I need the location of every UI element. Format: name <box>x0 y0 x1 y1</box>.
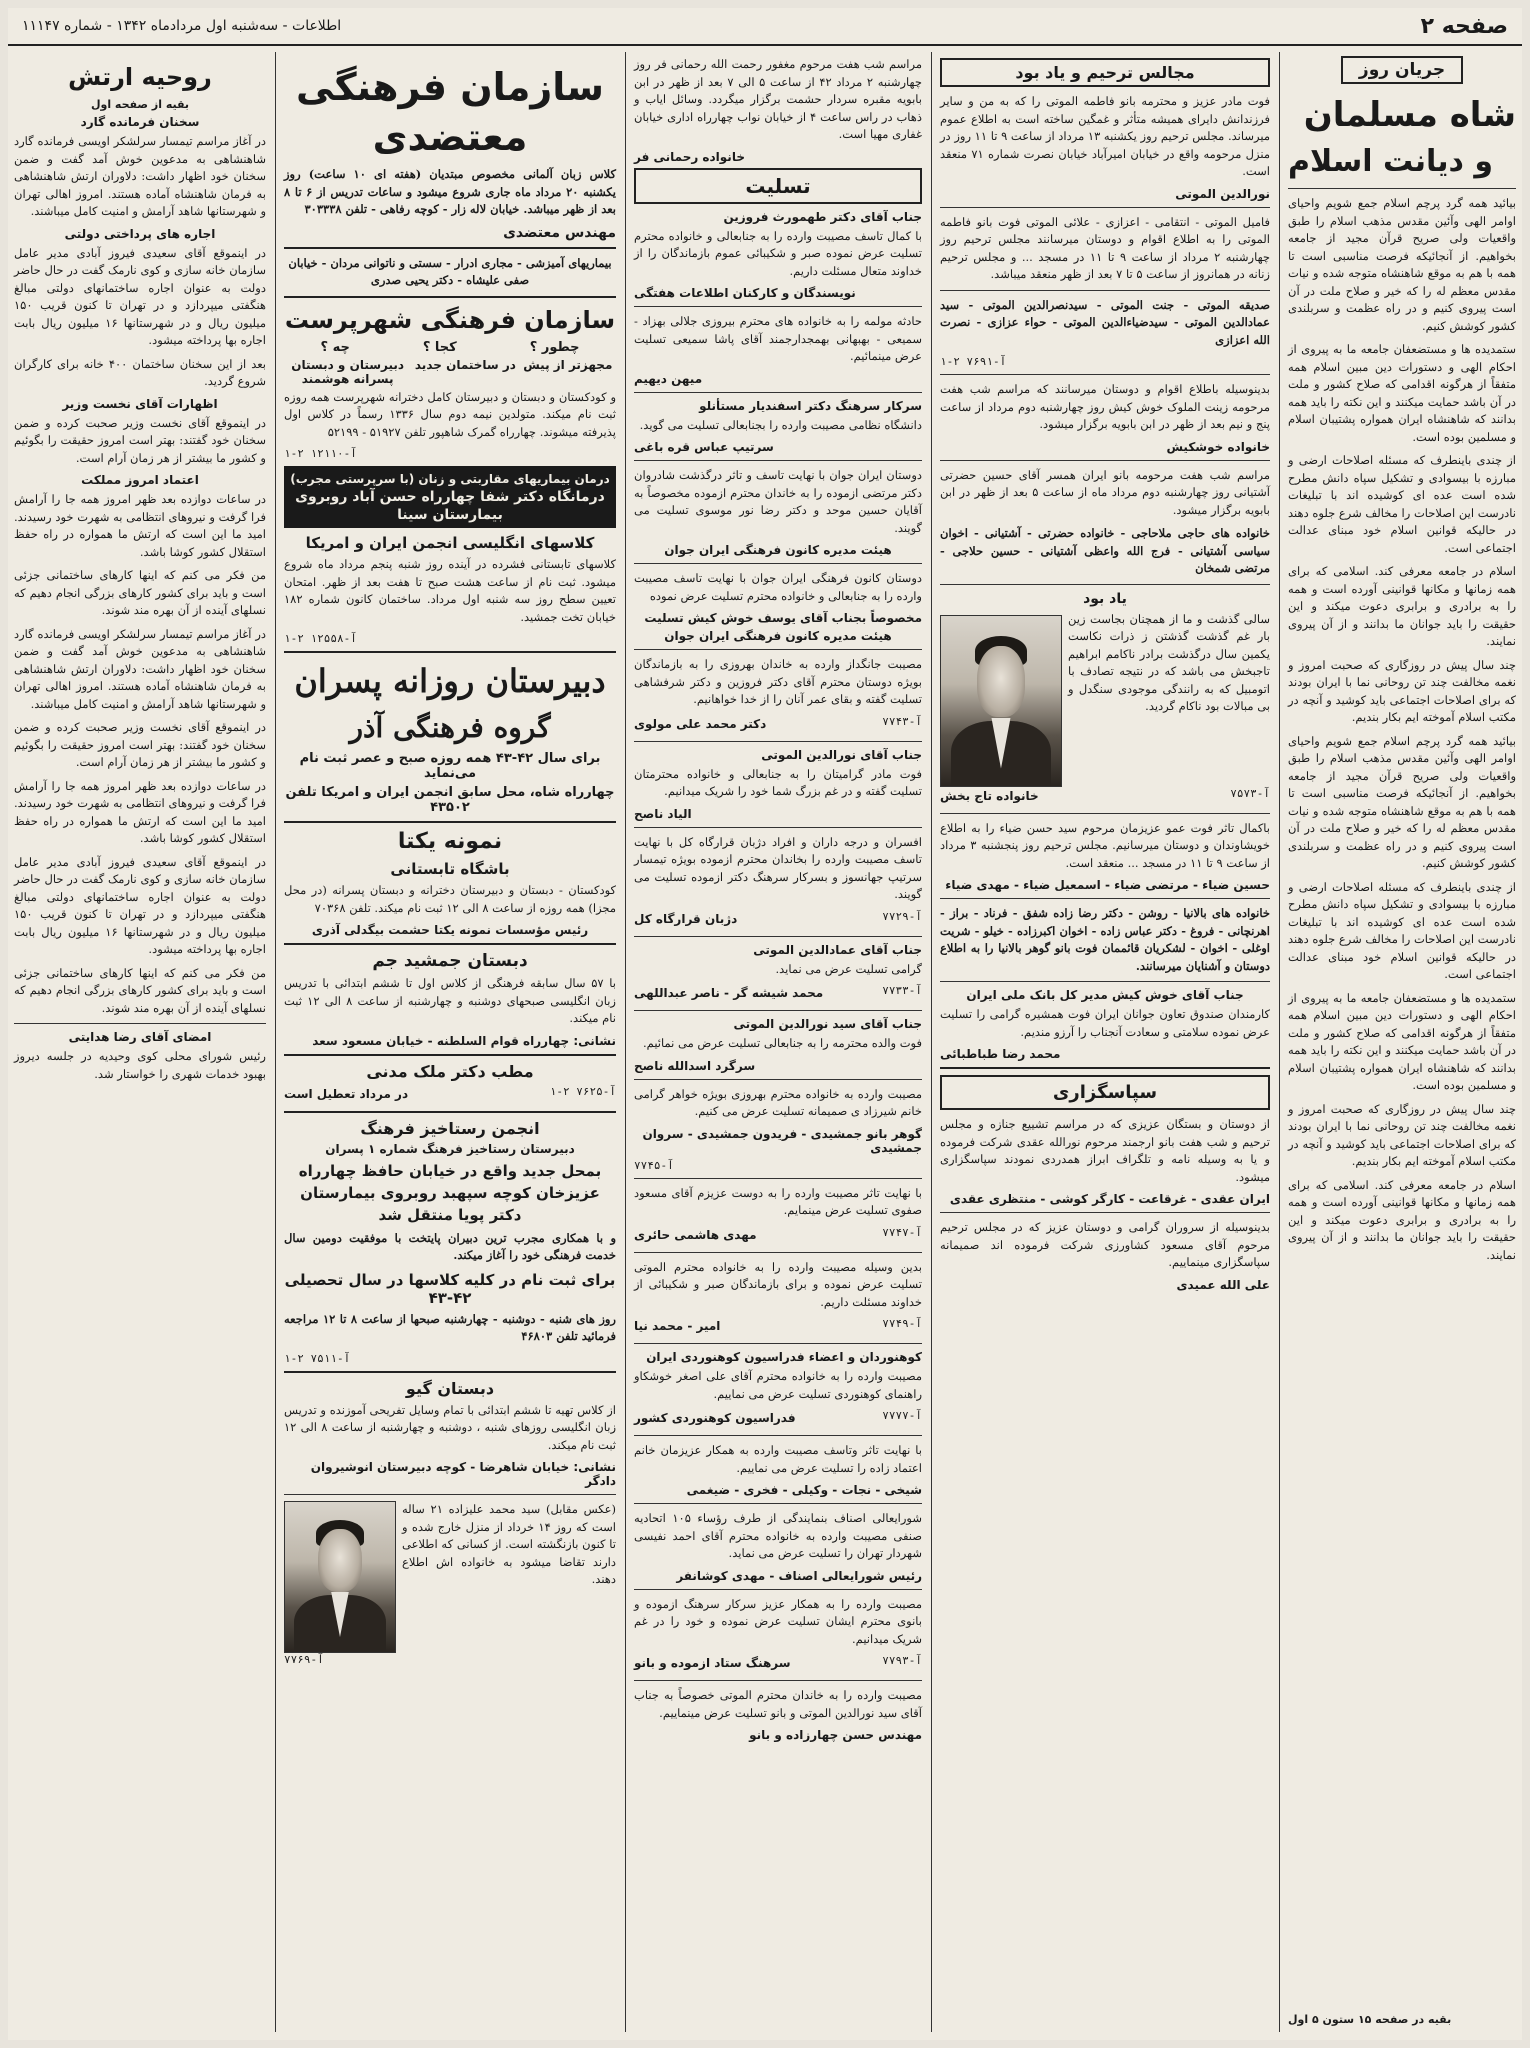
divider <box>284 296 616 298</box>
page-header <box>8 8 1522 46</box>
headline-1: شاه مسلمان <box>1303 95 1516 135</box>
notice-signature: فدراسیون کوهنوردی کشور <box>634 1411 796 1425</box>
article-paragraph: چند سال پیش در روزگاری که صحبت امروز و نغمه مخالفت چند تن روحانی نما با ایران بودند که برای اصلاحات اجتماعی باید کوشید و آنچه در مکتب اسلام آموخته ایم بکار بندیم. <box>1288 1101 1516 1168</box>
article-subheading: امضای آقای رضا هدایتی <box>68 1030 212 1044</box>
ad-subtitle-azar: گروه فرهنگی آذر <box>349 711 551 744</box>
notice-text: کارمندان صندوق تعاون جوانان ایران فوت همشیره گرامی را تسلیت عرض نموده سلامتی و سعادت آنجناب را آرزو مندیم. <box>940 1007 1270 1039</box>
ad-text: و کودکستان و دبستان و دبیرستان کامل دخترانه شهرپرست همه روزه ثبت نام میکند. متولدین نیمه دوم سال ۱۳۳۶ رسماً در کلاس اول پذیرفته میشوند. چهارراه گمرک شاهپور تلفن ۵۱۹۲۷ - ۵۲۱۹۹ <box>284 389 616 439</box>
notice-text: بدینوسیله از سروران گرامی و دوستان عزیز که در مجلس ترحیم مرحوم آقای مسعود کشاورزی شرکت فرموده اند صمیمانه سپاسگزاری مینماییم. <box>940 1220 1270 1269</box>
headline-2: و دیانت اسلام <box>1288 144 1494 179</box>
divider <box>634 1435 922 1436</box>
ad-banner-shafa <box>284 466 616 528</box>
section-heading-condolences: تسلیت <box>634 168 922 204</box>
ad-text: کودکستان - دبستان و دبیرستان دخترانه و دبستان پسرانه (در محل مجزا) همه روزه از ساعت ۸ الی ۱۲ ثبت نام میکند. تلفن ۷۰۳۶۸ <box>284 883 616 915</box>
ad-text: برای ثبت نام در کلیه کلاسها در سال تحصیلی ۴۲-۴۳ <box>284 1270 616 1307</box>
ad-text: روز های شنبه - دوشنبه - چهارشنبه صبحها از ساعت ۸ تا ۱۲ مراجعه فرمائید تلفن ۴۶۸۰۳ <box>284 1311 616 1343</box>
column-obituaries-1 <box>934 52 1276 2032</box>
ad-code: آ-۷۵۷۳ <box>1230 786 1270 800</box>
divider <box>940 1067 1270 1069</box>
divider <box>284 247 616 249</box>
notice-signature: نورالدین الموتی <box>1175 186 1270 201</box>
column-rule <box>931 52 932 2032</box>
notice-text: با نهایت تاثر وتاسف مصیبت وارده به همکار عزیزمان خانم اعتماد زاده را تسلیت عرض می نماییم. <box>634 1443 922 1475</box>
notice-signature: محمد شیشه گر - ناصر عبداللهی <box>634 986 824 1000</box>
article-paragraph: از چندی باینطرف که مسئله اصلاحات ارضی و مبارزه با بیسوادی و تشکیل سپاه دانش مطرح شده است عده ای کوشیده اند با تبلیغات نادرست این اصلاحات را مخالف شرع جلوه دهند در حالیکه قوانین اسلام خود مبنای عدالت اجتماعی است. <box>1288 453 1516 555</box>
divider <box>940 981 1270 982</box>
ad-title-jamshid: دبستان جمشید جم <box>372 951 528 971</box>
ad-code: آ-۷۷۷۷ <box>882 1409 922 1422</box>
article-paragraph: اسلام در جامعه معرفی کند. اسلامی که برای همه زمانها و مکانها قوانینی آورده است و همه را به برادری و برابری دعوت میکند و این حقیقت را باید جوانان ما بدانند و از آن پیروی نمایند. <box>1288 1177 1516 1262</box>
divider <box>634 741 922 742</box>
ad-answer: مجهزتر از پیش <box>523 357 613 372</box>
notice-text: مراسم شب هفت مرحومه بانو ایران همسر آقای حسین حضرتی آشتیانی روز چهارشنبه دوم مرداد ماه از ساعت ۵ بعد از ظهر در ابن بابویه برگزار میشود. <box>940 467 1270 517</box>
article-headline: روحیه ارتش <box>68 63 212 91</box>
article-paragraph: در اینموقع آقای سعیدی فیروز آبادی مدیر عامل سازمان خانه سازی و کوی نارمک گفت در حال حاضر دولت به عنوان اجاره ساختمانهای دولتی مبالغ هنگفتی میپردازد و در تهران تا کنون قریب ۱۵۰ میلیون ریال و در شهرستانها ۱۶ میلیون ریال بابت اجاره بها پرداخته میشود. <box>14 854 266 956</box>
divider <box>1288 188 1516 189</box>
article-paragraph: در اینموقع آقای سعیدی فیروز آبادی مدیر عامل سازمان خانه سازی و کوی نارمک گفت در حال حاضر دولت به عنوان اجاره ساختمانهای دولتی مبالغ هنگفتی میپردازد و در تهران تا کنون قریب ۱۵۰ میلیون ریال و در شهرستانها ۱۶ میلیون ریال بابت اجاره بها پرداخته میشود. <box>14 245 266 347</box>
notice-signature: سرتیپ عباس قره باغی <box>634 440 774 454</box>
ad-text: دبیرستان رستاخیز فرهنگ شماره ۱ پسران <box>325 1141 575 1156</box>
notice-text: دوستان کانون فرهنگی ایران جوان با نهایت تاسف مصیبت وارده را به جنابعالی و خانواده محترم تسلیت عرض نموده <box>634 571 922 603</box>
notice-text: خانواده های بالانیا - روشن - دکتر رضا زاده شفق - فرناد - براز - اهرنچانی - فروغ - دکتر عباس زاده - اخوان اکبرزاده - خیلو - شریت اوغلی - اخوان - لشکریان قائممان فوت بانو گوهر بالانیا را به اطلاع دوستان و آشنایان میرسانند. <box>940 906 1270 973</box>
notice-text: مصیبت وارده را به خاندان محترم الموتی خصوصاً به جناب آقای سید نورالدین الموتی و بانو تسلیت عرض مینماییم. <box>634 1688 922 1720</box>
article-paragraph: در آغاز مراسم تیمسار سرلشکر اویسی فرمانده گارد شاهنشاهی به مدعوین خوش آمد گفت و ضمن سخنان خود اظهار داشت: دلاوران ارتش شاهنشاهی به فرمان شاهنشاه آماده هستند. امروز اهالی تهران و شهرستانها شاهد آرامش و امنیت کامل میباشند. <box>14 134 266 218</box>
divider <box>284 1111 616 1113</box>
notice-signature: دکتر محمد علی مولوی <box>634 716 767 731</box>
article-paragraph: بیائید همه گرد پرچم اسلام جمع شویم واحیای اوامر الهی وآئین مقدس مذهب اسلام را طبق واقعیات ولی صریح قرآن مجید از جامعه بخواهیم. از آنجائیکه فرصت مناسبی است تا همه با هم به موقع شاهنشاه متوجه شده و نیات مقدس معظم له را که خیر و صلاح ملت در آن است پیروی کنیم و در راه عظمت و سربلندی کشور کوشش کنیم. <box>1288 733 1516 870</box>
ad-title-azar: دبیرستان روزانه پسران <box>294 662 606 700</box>
ad-title-giv: دبستان گیو <box>405 1378 495 1398</box>
notice-signature: دژبان قرارگاه کل <box>634 911 738 926</box>
ad-signature: رئیس مؤسسات نمونه یکتا حشمت بیگدلی آذری <box>311 923 589 937</box>
ad-text: بمحل جدید واقع در خیابان حافظ چهارراه عزیزخان کوچه سپهبد روبروی بیمارستان دکتر پویا منتقل شد <box>298 1161 602 1224</box>
divider <box>634 936 922 937</box>
ad-title-motazedi: سازمان فرهنگی معتضدی <box>296 65 604 159</box>
notice-signature: خانواده خوشکیش <box>1166 439 1270 454</box>
notice-signature: ایران عقدی - غرقاعت - کارگر کوشی - منتظری عقدی <box>949 1192 1270 1206</box>
article-continued: بقیه از صفحه اول <box>90 98 190 111</box>
ad-title-english: کلاسهای انگلیسی انجمن ایران و امریکا <box>305 534 595 552</box>
ad-text: در مرداد تعطیل است <box>284 1086 409 1101</box>
notice-signature: میهن دیهیم <box>634 371 703 386</box>
notice-signature: مهدی هاشمی حائری <box>634 1227 757 1242</box>
notice-signature: سرهنگ ستاد ازموده و بانو <box>634 1656 791 1670</box>
notice-text: با نهایت تاثر مصیبت وارده را به دوست عزیزم آقای مسعود صفوی تسلیت عرض مینمایم. <box>634 1185 922 1217</box>
divider <box>940 584 1270 585</box>
article-subheading: اجاره های پرداختی دولتی <box>64 226 216 241</box>
notice-title: جناب آقای نورالدین الموتی <box>761 747 922 762</box>
ad-text: بیماریهای آمیزشی - مجاری ادرار - سستی و ناتوانی مردان - خیابان صفی علیشاه - دکتر یحیی صدری <box>288 255 612 287</box>
notice-title: جناب آقای سید نورالدین الموتی <box>733 1017 922 1031</box>
notice-title: مخصوصاً بجناب آقای یوسف خوش کیش تسلیت <box>644 611 922 625</box>
notice-text: افسران و درجه داران و افراد دژبان قرارگاه کل با نهایت تاسف مصیبت وارده را بخاندان محترم ازموده بویژه تیمسار سرتیپ جهانسوز و بسرکار سرهنگ دکتر ازموده تسلیت می گویند. <box>634 834 922 901</box>
notice-signature: خانواده رحمانی فر <box>634 149 745 164</box>
article-paragraph: اسلام در جامعه معرفی کند. اسلامی که برای همه زمانها و مکانها قوانینی آورده است و همه را به برادری و برابری دعوت میکند و این حقیقت را باید جوانان ما بدانند و از آن پیروی نمایند. <box>1288 564 1516 648</box>
divider <box>634 1503 922 1504</box>
article-paragraph: در اینموقع آقای نخست وزیر صحبت کرده و ضمن سخنان خود گفتند: بهتر است امروز حقیقت را بگوئیم و کشور ما بیشتر از هر زمان آرام است. <box>14 415 266 465</box>
article-paragraph: بیائید همه گرد پرچم اسلام جمع شویم واحیای اوامر الهی وآئین مقدس مذهب اسلام را طبق واقعیات ولی صریح قرآن مجید از جامعه بخواهیم. از آنجائیکه فرصت مناسبی است تا همه با هم به موقع شاهنشاه متوجه شده و نیات مقدس معظم له را که خیر و صلاح ملت در آن است پیروی کنیم و در راه عظمت و سربلندی کشور کوشش کنیم. <box>1288 196 1516 333</box>
section-heading-majles: مجالس ترحیم و یاد بود <box>940 58 1270 87</box>
notice-text: مصیبت وارده به خانواده محترم بهروزی بویژه خواهر گرامی خانم شیرزاد ی صمیمانه تسلیت عرض می کنیم. <box>634 1086 922 1118</box>
article-paragraph: در ساعات دوازده بعد ظهر امروز همه جا را آرامش فرا گرفت و نیروهای انتظامی به شهرت خود رسیدند. امید ما این است که ارتش ما همواره در راه حفظ استقلال کشور کوشا باشد. <box>14 492 266 559</box>
divider <box>940 898 1270 899</box>
divider <box>634 1589 922 1590</box>
ad-title-rastakhiz: انجمن رستاخیز فرهنگ <box>360 1118 540 1138</box>
notice-signature: سرگرد اسدالله ناصح <box>634 1058 756 1073</box>
ad-code: آ-۷۷۴۷ <box>882 1225 922 1239</box>
divider <box>284 1054 616 1056</box>
ad-title-yekta: نمونه یکتا <box>397 829 503 854</box>
column-rule <box>275 52 276 2032</box>
missing-person-photo <box>284 1501 396 1653</box>
divider <box>284 1371 616 1373</box>
ad-code: آ-۷۷۶۹ <box>284 1653 324 1666</box>
notice-signature: نویسندگان و کارکنان اطلاعات هفتگی <box>634 286 856 300</box>
divider <box>940 290 1270 291</box>
notice-text: از دوستان و بستگان عزیزی که در مراسم تشییع جنازه و مجلس ترحیم و شب هفت بانو ارجمند مرحوم نورالله عقدی شرکت فرموده و یا به وسیله نامه و تلگراف ابراز همدردی نمودند سپاسگزاری میشود. <box>940 1117 1270 1184</box>
ad-subtitle-yekta: باشگاه تابستانی <box>390 860 510 878</box>
notice-text: مصیبت جانگداز وارده به خاندان بهروزی را به بازماندگان بویژه دوستان محترم آقای دکتر فروزین و دکتر شرفشاهی تسلیت گفته و بقای عمر آنان را از خدا خواهانیم. <box>634 657 922 706</box>
notice-signature: علی الله عمیدی <box>1176 1277 1270 1292</box>
article-subheading: اظهارات آقای نخست وزیر <box>62 396 218 411</box>
notice-text: دوستان ایران جوان با نهایت تاسف و تاثر درگذشت شادروان دکتر مرتضی ازموده را به خاندان محترم ازموده مخصوصاً به آقایان حسین موحد و دکتر رضا نور موسوی تسلیت می گویند. <box>634 468 922 535</box>
divider <box>634 827 922 828</box>
memorial-heading: یاد بود <box>1083 590 1127 607</box>
notice-signature: امیر - محمد نیا <box>634 1319 721 1333</box>
notice-signature: محمد رضا طباطبائی <box>940 1047 1061 1061</box>
notice-title: سرکار سرهنگ دکتر اسفندیار مستأنلو <box>699 398 922 413</box>
notice-signature: خانواده تاج بخش <box>940 788 1039 803</box>
notice-signature: هیئت مدیره کانون فرهنگی ایران جوان <box>664 543 892 557</box>
ad-code: آ-۷۷۹۳ <box>882 1654 922 1667</box>
page-number: صفحه ۲ <box>1420 13 1508 39</box>
notice-signature: مهندس حسن چهارزاده و بانو <box>749 1728 922 1742</box>
ad-answer: دبیرستان و دبستان پسرانه هوشمند <box>291 357 405 386</box>
column-rule <box>1279 52 1280 2032</box>
article-subheading: اعتماد امروز مملکت <box>81 473 199 487</box>
notice-signature: حسین ضیاء - مرتضی ضیاء - اسمعیل ضیاء - مهدی ضیاء <box>945 878 1270 892</box>
ad-code: آ-۷۷۴۳ <box>882 714 922 728</box>
notice-text: باکمال تاثر فوت عمو عزیزمان مرحوم سید حسن ضیاء را به اطلاع خویشاوندان و دوستان میرسانیم. مجلس ترحیم روز پنجشنبه ۳ مرداد از ساعت ۹ تا ۱۱ در مسجد ... منعقد است. <box>940 820 1270 870</box>
memorial-photo <box>940 615 1062 787</box>
divider <box>284 651 616 653</box>
ad-code: آ-۷۷۳۳ <box>882 984 922 997</box>
divider <box>634 306 922 307</box>
ad-code: آ-۷۷۴۵ <box>634 1158 674 1172</box>
divider <box>284 821 616 823</box>
notice-title: جناب آقای عمادالدین الموتی <box>753 942 922 957</box>
divider <box>634 1010 922 1011</box>
ad-title-shahrparast: سازمان فرهنگی شهرپرست <box>284 305 616 334</box>
divider <box>14 1023 266 1024</box>
article-paragraph: من فکر می کنم که اینها کارهای ساختمانی جزئی است و باید برای کشور کارهای بزرگی انجام دهیم که نسلهای آینده از آن بهره مند شوند. <box>14 568 266 617</box>
ad-address: نشانی: خیابان شاهرضا - کوچه دبیرستان انوشیروان دادگر <box>310 1460 616 1488</box>
photo-caption: (عکس مقابل) سید محمد علیزاده ۲۱ ساله است که روز ۱۴ خرداد از منزل خارج شده و تا کنون بازنگشته است. از کسانی که اطلاعی دارند تقاضا میشود به خانواده اش اطلاع دهند. <box>402 1502 617 1586</box>
divider <box>940 813 1270 814</box>
ad-question: کجا ؟ <box>422 339 457 355</box>
ad-title-malek: مطب دکتر ملک مدنی <box>366 1061 534 1081</box>
article-paragraph: ستمدیده ها و مستضعفان جامعه ما به پیروی از احکام الهی و دستورات دین مبین اسلام همه متفقاً از هرگونه اقدامی که صلاح کشور و ملت در آن باشد حمایت میکنند و این نکته را باید همه بدانند که شاهنشاه ایران همواره پشتیبان اسلام و مسلمین بوده است. <box>1288 342 1516 444</box>
section-label: جریان روز <box>1341 56 1463 84</box>
divider <box>284 1494 616 1495</box>
article-paragraph: در آغاز مراسم تیمسار سرلشکر اویسی فرمانده گارد شاهنشاهی به مدعوین خوش آمد گفت و ضمن سخنان خود اظهار داشت: دلاوران ارتش شاهنشاهی به فرمان شاهنشاه آماده هستند. امروز اهالی تهران و شهرستانها شاهد آرامش و امنیت کامل میباشند. <box>14 626 266 711</box>
notice-text: شورایعالی اصناف بنمایندگی از طرف رؤساء ۱۰۵ اتحادیه صنفی مصیبت وارده به خانواده محترم آقای احمد نفیسی شهردار تهران را تسلیت عرض می نماید. <box>634 1511 922 1560</box>
banner-line: درمان بیماریهای مقاربتی و زنان (با سرپرستی مجرب) <box>290 472 610 486</box>
ad-code: آ-۷۶۲۵ ۲-۱ <box>549 1084 616 1098</box>
ad-text: از کلاس تهیه تا ششم ابتدائی با تمام وسایل تفریحی آموزنده و تدریس زبان انگلیسی روزهای شنبه ، دوشنبه و چهارشنبه از ساعت ۸ الی ۱۲ ثبت نام میکند. <box>284 1402 616 1452</box>
notice-text: مصیبت وارده را به خانواده محترم آقای علی اصغر خوشکاو راهنمای کوهنوردی تسلیت عرض می نماییم. <box>634 1369 922 1401</box>
notice-text: گرامی تسلیت عرض می نماید. <box>775 961 922 976</box>
divider <box>634 1079 922 1080</box>
notice-text: خانواده های حاجی ملاحاجی - خانواده حضرتی - آشتیانی - اخوان سیاسی آشتیانی - فرج الله واعظی آشتیانی - حسین حلاجی - مرتضی شمخان <box>940 526 1270 575</box>
divider <box>634 563 922 564</box>
column-editorial <box>1282 52 1522 2032</box>
article-paragraph: از چندی باینطرف که مسئله اصلاحات ارضی و مبارزه با بیسوادی و تشکیل سپاه دانش مطرح شده است عده ای کوشیده اند با تبلیغات نادرست این اصلاحات را مخالف شرع جلوه دهند در حالیکه قوانین اسلام خود مبنای عدالت اجتماعی است. <box>1288 879 1516 981</box>
ad-code: آ-۱۲۱۱۰ ۲-۱ <box>284 447 357 460</box>
divider <box>634 1178 922 1179</box>
divider <box>634 460 922 461</box>
article-paragraph: در ساعات دوازده بعد ظهر امروز همه جا را آرامش فرا گرفت و نیروهای انتظامی به شهرت خود رسیدند. امید ما این است که ارتش ما همواره در راه حفظ استقلال کشور کوشا باشد. <box>14 778 266 845</box>
notice-signature: هیئت مدیره کانون فرهنگی ایران جوان <box>664 629 892 643</box>
notice-text: فوت مادر گرامیتان را به جنابعالی و خانواده محترمتان تسلیت گفته و در غم بزرگ شما خود را شریک میدانیم. <box>634 766 922 798</box>
section-heading-thanks: سپاسگزاری <box>940 1075 1270 1110</box>
ad-question: چه ؟ <box>320 339 350 355</box>
notice-title: جناب آقای خوش کیش مدیر کل بانک ملی ایران <box>966 988 1244 1002</box>
continued-note: بقیه در صفحه ۱۵ ستون ۵ اول <box>1288 2013 1452 2026</box>
divider <box>284 943 616 945</box>
ad-text: کلاس زبان آلمانی مخصوص مبتدیان (هفته ای ۱۰ ساعت) روز یکشنبه ۲۰ مرداد ماه جاری شروع میشود و ساعات تدریس از ۶ تا ۸ بعد از ظهر میباشد. خیابان لاله زار - کوچه رفاهی - تلفن ۳۰۳۳۳۸ <box>284 167 616 216</box>
ad-code: آ-۱۲۵۵۸ ۲-۱ <box>284 632 357 645</box>
ad-code: آ-۷۷۲۹ <box>882 909 922 923</box>
divider <box>634 1252 922 1253</box>
divider <box>940 1212 1270 1213</box>
notice-text: دانشگاه نظامی مصیبت وارده را بجنابعالی تسلیت می گوید. <box>639 417 922 432</box>
column-advertisements <box>278 52 622 2032</box>
notice-signature: گوهر بانو جمشیدی - فریدون جمشیدی - سروان جمشیدی <box>642 1126 922 1155</box>
notice-signature: الیاد ناصح <box>634 806 692 821</box>
ad-code: آ-۷۷۴۹ <box>882 1317 922 1330</box>
article-paragraph: من فکر می کنم که اینها کارهای ساختمانی جزئی است و باید برای کشور کارهای بزرگی انجام دهیم که نسلهای آینده از آن بهره مند شوند. <box>14 965 266 1015</box>
notice-text: فامیل الموتی - انتقامی - اعزازی - علائی الموتی فوت بانو فاطمه الموتی را به اطلاع اقوام و دوستان میرسانند مجلس ترحیم روز چهارشنبه ۲ مرداد از ساعت ۹ تا ۱۱ در مسجد ... و مجلس ترحیم زنانه در همانروز از ساعت ۵ تا ۷ بعد از ظهر منعقد میباشد. <box>940 214 1271 281</box>
notice-text: حادثه مولمه را به خانواده های محترم بیروزی جلالی بهزاد - سمیعی - بهبهانی بهمجدارجمند آقای پاشا سمیعی تسلیت عرض مینمائیم. <box>634 314 922 363</box>
ad-code: آ-۷۵۱۱ ۲-۱ <box>284 1351 351 1365</box>
divider <box>634 649 922 650</box>
divider <box>940 374 1270 375</box>
notice-text: مراسم شب هفت مرحوم مغفور رحمت الله رحمانی فر روز چهارشنبه ۲ مرداد ۴۲ از ساعت ۵ الی ۷ بعد از ظهر در ابن بابویه مقبره سردار حشمت برگزار میگردد. وسائل ایاب و ذهاب در راس ساعت ۴ از خیابان نواب چهارراه اداری خیابان غفاری مهیا است. <box>634 57 922 141</box>
divider <box>634 1343 922 1344</box>
ad-code: آ-۷۶۹۱ ۲-۱ <box>940 355 1007 368</box>
article-paragraph: چند سال پیش در روزگاری که صحبت امروز و نغمه مخالفت چند تن روحانی نما با ایران بودند که برای اصلاحات اجتماعی باید کوشید و آنچه در مکتب اسلام آموخته ایم بکار بندیم. <box>1288 657 1516 724</box>
notice-text: فوت والده محترمه را به جنابعالی تسلیت عرض می نمائیم. <box>643 1036 922 1050</box>
ad-address: نشانی: چهارراه قوام السلطنه - خیابان مسعود سعد <box>312 1033 616 1048</box>
notice-text: صدیقه الموتی - جنت الموتی - سیدنصرالدین الموتی - سید عمادالدین الموتی - سیدضیاءالدین الموتی - حواء عزازی - نصرت الله اعزازی <box>940 297 1270 347</box>
issue-info: اطلاعات - سه‌شنبه اول مرداد‌ماه ۱۳۴۲ - شماره ۱۱۱۴۷ <box>22 18 342 34</box>
divider <box>634 392 922 393</box>
divider <box>940 207 1270 208</box>
notice-text: سالی گذشت و ما از همچنان بجاست زین بار غم گذشت گذشتن ز ذرات نکاست یکمین سال درگذشت برادر ناکامم ابراهیم تاجبخش می باشد که در نتیجه تصادف با اتومبیل که به رانندگی موجودی سنگدل و بی مبالات بود ناکام گردید. <box>1068 611 1270 713</box>
notice-text: مصیبت وارده را به همکار عزیز سرکار سرهنگ ازموده و بانوی محترم ایشان تسلیت عرض نموده و خود را در غم شریک میدانیم. <box>634 1596 922 1646</box>
ad-text: چهارراه شاه، محل سابق انجمن ایران و امریکا تلفن ۴۳۵۰۲ <box>285 785 615 815</box>
divider <box>940 460 1270 461</box>
ad-answer: در ساختمان جدید <box>414 357 516 372</box>
notice-signature: رئیس شورایعالی اصناف - مهدی کوشانفر <box>676 1568 922 1583</box>
newspaper-page <box>8 8 1522 2040</box>
ad-text: برای سال ۴۲-۴۳ همه روزه صبح و عصر ثبت نام می‌نماید <box>299 751 601 781</box>
ad-text: و با همکاری مجرب ترین دبیران پایتخت با موفقیت دومین سال خدمت فرهنگی خود را آغاز میکند. <box>284 1230 616 1262</box>
notice-text: بدین وسیله مصیبت وارده را به خانواده محترم الموتی تسلیت عرض نموده و برای بازماندگان صبر و شکیبائی از خداوند مسئلت داریم. <box>634 1259 922 1309</box>
notice-signature: شیخی - نجات - وکیلی - فخری - ضیغمی <box>686 1483 922 1497</box>
ad-text: کلاسهای تابستانی فشرده در آینده روز شنبه پنجم مرداد ماه شروع میشود. ثبت نام از ساعت هشت صبح تا هفت بعد از ظهر. امتحان تعیین سطح روز سه شنبه اول مرداد. ساختمان کانون شماره ۱۸۲ خیابان تخت جمشید. <box>284 557 616 624</box>
article-paragraph: بعد از این سخنان ساختمان ۴۰۰ خانه برای کارگران شروع گردید. <box>14 356 266 388</box>
article-paragraph: رئیس شورای محلی کوی وحیدیه در جلسه دیروز بهبود خدمات شهری را خواستار شد. <box>14 1049 266 1081</box>
article-subheading: سخنان فرمانده گارد <box>80 115 200 129</box>
ad-question: چطور ؟ <box>529 339 580 355</box>
article-paragraph: ستمدیده ها و مستضعفان جامعه ما به پیروی از احکام الهی و دستورات دین مبین اسلام همه متفقاً از هرگونه اقدامی که صلاح کشور و ملت در آن باشد حمایت میکنند و این نکته را باید همه بدانند که شاهنشاه ایران همواره پشتیبان اسلام و مسلمین بوده است. <box>1288 990 1516 1092</box>
banner-line: درمانگاه دکتر شفا چهارراه حسن آباد روبروی بیمارستان سینا <box>295 489 605 523</box>
article-paragraph: در اینموقع آقای نخست وزیر صحبت کرده و ضمن سخنان خود گفتند: بهتر است امروز حقیقت را بگوئیم و کشور ما بیشتر از هر زمان آرام است. <box>14 720 266 769</box>
ad-signature: مهندس معتضدی <box>503 224 616 241</box>
notice-title: کوهنوردان و اعضاء فدراسیون کوهنوردی ایران <box>646 1350 922 1364</box>
ad-text: با ۵۷ سال سابقه فرهنگی از کلاس اول تا ششم ابتدائی با تدریس زبان انگلیسی صبحهای دوشنبه و چهارشنبه از ساعت ۸ الی ۱۲ ثبت نام میکند. <box>284 976 616 1025</box>
column-condolences <box>628 52 928 2032</box>
divider <box>634 1680 922 1681</box>
notice-text: بدینوسیله باطلاع اقوام و دوستان میرسانند که مراسم شب هفت مرحومه زینت الملوک خوش کیش روز چهارشنبه دوم مرداد از ساعت پنج و نیم بعد از ظهر در ابن بابویه برگزار میشود. <box>940 382 1270 431</box>
notice-text: فوت مادر عزیز و محترمه بانو فاطمه الموتی را که به من و سایر فرزندانش دایرای همیشه متأثر و غمگین ساخته است به اطلاع عموم میرساند. مجلس ترحیم روز یکشنبه ۱۳ مرداد از ساعت ۹ تا ۱۱ روز در منزل مرحومه واقع در خیابان امیرآباد خیابان نصرت شماره ۷۱ منعقد است. <box>940 94 1271 178</box>
notice-title: جناب آقای دکتر طهمورث فروزین <box>723 209 922 224</box>
column-army-article <box>8 52 272 2032</box>
notice-text: با کمال تاسف مصیبت وارده را به جنابعالی و خانواده محترم تسلیت عرض نموده صبر و شکیبائی عموم بازماندگان را از خداوند متعال مسئلت داریم. <box>634 228 922 278</box>
column-rule <box>625 52 626 2032</box>
